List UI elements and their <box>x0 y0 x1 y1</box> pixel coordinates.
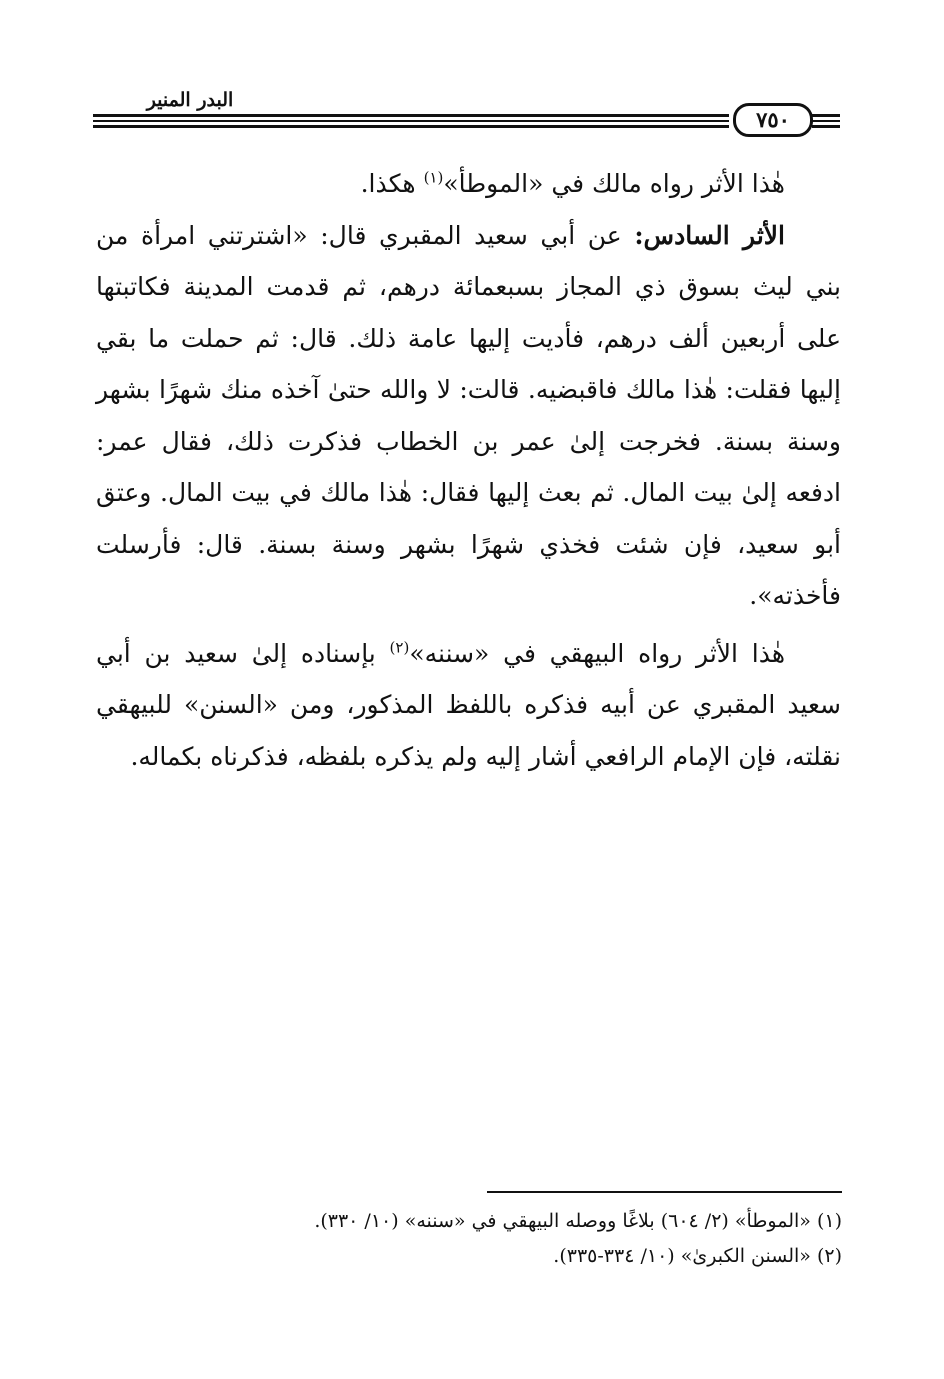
main-text <box>96 158 841 782</box>
footnote-ref-1[interactable]: (١) <box>423 168 444 187</box>
paragraph-3 <box>96 628 841 783</box>
footnote-1: (١) «الموطأ» (٢/ ٦٠٤) بلاغًا ووصله البيهقي في «سننه» (١٠/ ٣٣٠). <box>314 1210 842 1232</box>
header-rule-side <box>812 125 840 128</box>
paragraph-1-text: هٰذا الأثر رواه مالك في «الموطأ» <box>443 169 785 198</box>
header-rule-side <box>812 114 840 117</box>
paragraph-2 <box>96 210 841 622</box>
footnotes <box>200 1204 842 1274</box>
header-rule-side <box>812 120 840 122</box>
paragraph-3-rest: بإسناده إلىٰ سعيد بن أبي سعيد المقبري عن أبيه فذكره باللفظ المذكور، ومن «السنن» للبيهقي نقلته، فإن الإمام الرافعي أشار إليه ولم يذكره بلفظه، فذكرناه بكماله. <box>96 638 841 771</box>
footnote-ref-2[interactable]: (٢) <box>389 638 410 657</box>
header-rule <box>93 114 729 117</box>
section-lead: الأثر السادس: <box>634 220 785 250</box>
paragraph-1-end: هكذا. <box>360 169 424 198</box>
paragraph-3-start: هٰذا الأثر رواه البيهقي في «سننه» <box>409 638 786 668</box>
header-rule <box>93 120 729 122</box>
footnote-separator <box>487 1191 842 1193</box>
footnote-2: (٢) «السنن الكبرىٰ» (١٠/ ٣٣٤-٣٣٥). <box>553 1245 842 1267</box>
page-number: ٧٥٠ <box>733 103 813 137</box>
running-title: البدر المنير <box>146 89 234 111</box>
paragraph-2-text: عن أبي سعيد المقبري قال: «اشترتني امرأة من بني ليث بسوق ذي المجاز بسبعمائة درهم، ثم قدمت المدينة فكاتبتها على أربعين ألف درهم، فأديت إليها عامة ذلك. قال: ثم حملت ما بقي إليها فقلت: هٰذا مالك فاقبضيه. قالت: لا والله حتىٰ آخذه منك شهرًا بشهر وسنة بسنة. فخرجت إلىٰ عمر بن الخطاب فذكرت ذلك، فقال عمر: ادفعه إلىٰ بيت المال. ثم بعث إليها فقال: هٰذا مالك في بيت المال. وعتق أبو سعيد، فإن شئت فخذي شهرًا بشهر وسنة بسنة. قال: فأرسلت فأخذته». <box>96 220 841 610</box>
header-rule <box>93 125 729 128</box>
paragraph-1 <box>96 158 841 210</box>
